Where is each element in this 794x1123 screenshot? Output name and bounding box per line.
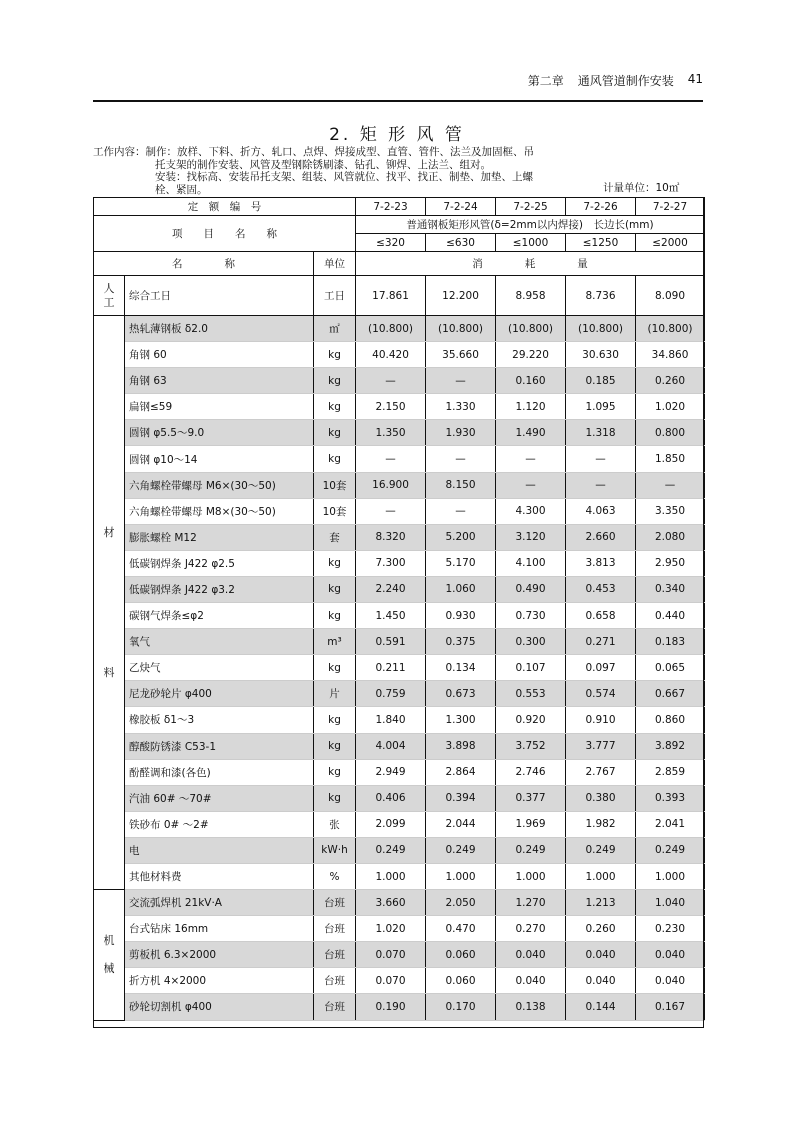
quota-code: 7-2-25 — [496, 198, 566, 216]
section-title: 2. 矩 形 风 管 — [329, 125, 465, 145]
table-row — [94, 550, 705, 576]
consumption-value: 2.050 — [426, 890, 496, 916]
consumption-value: 0.107 — [496, 655, 566, 681]
consumption-value: 0.920 — [496, 707, 566, 733]
consumption-value: 0.591 — [356, 629, 426, 655]
quota-code: 7-2-26 — [566, 198, 636, 216]
consumption-value: 1.840 — [356, 707, 426, 733]
consumption-value: 34.860 — [636, 342, 705, 368]
table-row — [94, 916, 705, 942]
consumption-value: 0.271 — [566, 629, 636, 655]
item-unit: kg — [314, 394, 356, 420]
consumption-value: 4.100 — [496, 550, 566, 576]
consumption-value: 0.860 — [636, 707, 705, 733]
consumption-value: 0.490 — [496, 576, 566, 602]
item-name: 氧气 — [125, 629, 314, 655]
consumption-value: 1.270 — [496, 890, 566, 916]
item-unit: % — [314, 863, 356, 889]
consumption-value: 0.230 — [636, 916, 705, 942]
consumption-value: 1.969 — [496, 811, 566, 837]
table-row — [94, 498, 705, 524]
consumption-value: 3.660 — [356, 890, 426, 916]
table-row — [94, 394, 705, 420]
consumption-value: 0.097 — [566, 655, 636, 681]
consumption-value: 0.167 — [636, 994, 705, 1020]
work-content-line: 栓、紧固。 — [155, 183, 208, 196]
chapter-title: 通风管道制作安装 — [577, 74, 674, 88]
consumption-value: 1.318 — [566, 420, 636, 446]
table-row — [94, 629, 705, 655]
consumption-value: — — [426, 368, 496, 394]
item-name: 综合工日 — [125, 276, 314, 316]
consumption-value: 0.060 — [426, 968, 496, 994]
running-header — [93, 72, 703, 89]
consumption-value: 0.470 — [426, 916, 496, 942]
item-name: 尼龙砂轮片 φ400 — [125, 681, 314, 707]
category-cell: 材 料 — [94, 316, 125, 890]
item-name: 热轧薄钢板 δ2.0 — [125, 316, 314, 342]
table-row — [94, 524, 705, 550]
table-row — [94, 863, 705, 889]
consumption-value: 0.249 — [566, 837, 636, 863]
consumption-value: 7.300 — [356, 550, 426, 576]
item-unit: kg — [314, 576, 356, 602]
consumption-value: 12.200 — [426, 276, 496, 316]
chapter-number: 第二章 — [527, 74, 564, 88]
consumption-value: 3.777 — [566, 733, 636, 759]
table-row — [94, 368, 705, 394]
table-row — [94, 216, 705, 234]
item-unit: 套 — [314, 524, 356, 550]
item-name: 折方机 4×2000 — [125, 968, 314, 994]
consumption-value: 0.249 — [426, 837, 496, 863]
consumption-value: 2.950 — [636, 550, 705, 576]
consumption-value: 1.982 — [566, 811, 636, 837]
consumption-value: 4.063 — [566, 498, 636, 524]
consumption-value: 16.900 — [356, 472, 426, 498]
item-name: 角钢 60 — [125, 342, 314, 368]
consumption-value: 2.949 — [356, 759, 426, 785]
consumption-value: 2.864 — [426, 759, 496, 785]
consumption-value: 1.850 — [636, 446, 705, 472]
item-name: 六角螺栓带螺母 M6×(30～50) — [125, 472, 314, 498]
consumption-value: — — [356, 498, 426, 524]
consumption-value: 0.190 — [356, 994, 426, 1020]
item-unit: kg — [314, 785, 356, 811]
consumption-value: 2.080 — [636, 524, 705, 550]
consumption-value: — — [566, 472, 636, 498]
item-name: 交流弧焊机 21kV·A — [125, 890, 314, 916]
consumption-value: 0.658 — [566, 603, 636, 629]
consumption-value: 0.040 — [636, 968, 705, 994]
consumption-value: 0.730 — [496, 603, 566, 629]
consumption-value: 1.300 — [426, 707, 496, 733]
consumption-value: 4.004 — [356, 733, 426, 759]
size-range: ≤1250 — [566, 234, 636, 252]
item-unit: 台班 — [314, 890, 356, 916]
table-row — [94, 446, 705, 472]
item-name: 低碳钢焊条 J422 φ2.5 — [125, 550, 314, 576]
consumption-value: 0.040 — [496, 968, 566, 994]
consumption-value: 0.910 — [566, 707, 636, 733]
item-unit: ㎡ — [314, 316, 356, 342]
consumption-value: 0.040 — [566, 968, 636, 994]
table-row — [94, 811, 705, 837]
consumption-value: 0.667 — [636, 681, 705, 707]
item-name: 砂轮切割机 φ400 — [125, 994, 314, 1020]
consumption-value: 1.490 — [496, 420, 566, 446]
consumption-value: 2.044 — [426, 811, 496, 837]
consumption-value: 3.752 — [496, 733, 566, 759]
consumption-value: 8.090 — [636, 276, 705, 316]
consumption-value: 1.095 — [566, 394, 636, 420]
consumption-value: — — [426, 446, 496, 472]
consumption-value: 1.000 — [636, 863, 705, 889]
item-unit: kg — [314, 420, 356, 446]
item-unit: 台班 — [314, 916, 356, 942]
item-name: 台式钻床 16mm — [125, 916, 314, 942]
item-unit: 10套 — [314, 472, 356, 498]
consumption-value: (10.800) — [566, 316, 636, 342]
consumption-value: 0.393 — [636, 785, 705, 811]
consumption-value: — — [496, 472, 566, 498]
consumption-value: 0.040 — [636, 942, 705, 968]
table-row — [94, 420, 705, 446]
table-row — [94, 890, 705, 916]
consumption-value: — — [356, 446, 426, 472]
consumption-value: 0.375 — [426, 629, 496, 655]
work-content-line: 托支架的制作安装、风管及型钢除锈刷漆、钻孔、铆焊、上法兰、组对。 — [155, 158, 491, 171]
work-content-line: 安装：找标高、安装吊托支架、组装、风管就位、找平、找正、制垫、加垫、上螺 — [155, 171, 533, 183]
consumption-value: 3.898 — [426, 733, 496, 759]
consumption-value: 0.930 — [426, 603, 496, 629]
consumption-value: 0.065 — [636, 655, 705, 681]
item-name: 低碳钢焊条 J422 φ3.2 — [125, 576, 314, 602]
consumption-value: 17.861 — [356, 276, 426, 316]
consumption-value: 0.185 — [566, 368, 636, 394]
item-name: 扁钢≤59 — [125, 394, 314, 420]
consumption-value: (10.800) — [356, 316, 426, 342]
consumption-value: 0.406 — [356, 785, 426, 811]
consumption-value: 1.000 — [566, 863, 636, 889]
item-name: 汽油 60# ～70# — [125, 785, 314, 811]
item-unit: kg — [314, 759, 356, 785]
item-name: 乙炔气 — [125, 655, 314, 681]
item-name: 酚醛调和漆(各色) — [125, 759, 314, 785]
table-row — [94, 968, 705, 994]
consumption-value: 4.300 — [496, 498, 566, 524]
consumption-value: 40.420 — [356, 342, 426, 368]
item-name: 剪板机 6.3×2000 — [125, 942, 314, 968]
consumption-value: 3.120 — [496, 524, 566, 550]
table-row — [94, 342, 705, 368]
item-unit: 片 — [314, 681, 356, 707]
item-name: 圆钢 φ10～14 — [125, 446, 314, 472]
item-name: 铁砂布 0# ～2# — [125, 811, 314, 837]
item-name: 橡胶板 δ1～3 — [125, 707, 314, 733]
table-row — [94, 681, 705, 707]
item-heading: 普通钢板矩形风管(δ=2mm以内焊接) 长边长(mm) — [356, 216, 705, 234]
item-unit: 台班 — [314, 968, 356, 994]
item-unit: kg — [314, 707, 356, 733]
consumption-value: 0.270 — [496, 916, 566, 942]
consumption-value: — — [356, 368, 426, 394]
consumption-value: (10.800) — [426, 316, 496, 342]
consumption-value: 1.930 — [426, 420, 496, 446]
consumption-value: 0.249 — [496, 837, 566, 863]
consumption-value: 0.377 — [496, 785, 566, 811]
consumption-value: 0.300 — [496, 629, 566, 655]
item-unit: 工日 — [314, 276, 356, 316]
consumption-value: 3.892 — [636, 733, 705, 759]
item-name: 其他材料费 — [125, 863, 314, 889]
consumption-value: 2.660 — [566, 524, 636, 550]
item-unit: 台班 — [314, 942, 356, 968]
consumption-value: 2.150 — [356, 394, 426, 420]
consumption-value: 0.440 — [636, 603, 705, 629]
consumption-value: 0.070 — [356, 968, 426, 994]
item-name: 六角螺栓带螺母 M8×(30～50) — [125, 498, 314, 524]
item-unit: 10套 — [314, 498, 356, 524]
consumption-value: 1.120 — [496, 394, 566, 420]
table-row — [94, 837, 705, 863]
column-header-consumption: 消 耗 量 — [356, 252, 705, 276]
item-name: 电 — [125, 837, 314, 863]
consumption-value: 0.673 — [426, 681, 496, 707]
consumption-value: 3.813 — [566, 550, 636, 576]
consumption-value: 0.574 — [566, 681, 636, 707]
consumption-value: 1.350 — [356, 420, 426, 446]
item-name: 碳钢气焊条≤φ2 — [125, 603, 314, 629]
consumption-value: 0.060 — [426, 942, 496, 968]
consumption-value: 29.220 — [496, 342, 566, 368]
consumption-value: — — [426, 498, 496, 524]
consumption-value: 0.394 — [426, 785, 496, 811]
consumption-value: 2.099 — [356, 811, 426, 837]
table-row — [94, 707, 705, 733]
consumption-value: 2.767 — [566, 759, 636, 785]
consumption-value: 2.859 — [636, 759, 705, 785]
size-range: ≤1000 — [496, 234, 566, 252]
consumption-value: 1.040 — [636, 890, 705, 916]
consumption-value: 8.736 — [566, 276, 636, 316]
category-cell: 人 工 — [94, 276, 125, 316]
column-header-name: 名 称 — [94, 252, 314, 276]
size-range: ≤630 — [426, 234, 496, 252]
consumption-value: 8.150 — [426, 472, 496, 498]
consumption-value: 1.000 — [356, 863, 426, 889]
quota-code: 7-2-27 — [636, 198, 705, 216]
consumption-value: 1.330 — [426, 394, 496, 420]
consumption-value: 1.020 — [356, 916, 426, 942]
quota-code: 7-2-23 — [356, 198, 426, 216]
consumption-value: 3.350 — [636, 498, 705, 524]
table-row — [94, 252, 705, 276]
item-unit: kW·h — [314, 837, 356, 863]
consumption-value: 1.060 — [426, 576, 496, 602]
item-unit: kg — [314, 603, 356, 629]
consumption-value: 0.453 — [566, 576, 636, 602]
consumption-value: 0.759 — [356, 681, 426, 707]
consumption-value: 2.746 — [496, 759, 566, 785]
consumption-value: 1.213 — [566, 890, 636, 916]
table-row — [94, 942, 705, 968]
page-number: 41 — [687, 72, 703, 86]
item-unit: kg — [314, 733, 356, 759]
consumption-value: 0.380 — [566, 785, 636, 811]
item-name: 醇酸防锈漆 C53-1 — [125, 733, 314, 759]
consumption-value: — — [566, 446, 636, 472]
consumption-value: 0.553 — [496, 681, 566, 707]
consumption-value: 8.320 — [356, 524, 426, 550]
consumption-value: 0.144 — [566, 994, 636, 1020]
header-rule — [93, 100, 703, 102]
consumption-value: 35.660 — [426, 342, 496, 368]
consumption-value: 0.260 — [566, 916, 636, 942]
consumption-value: 1.000 — [426, 863, 496, 889]
table-row — [94, 733, 705, 759]
table-row — [94, 472, 705, 498]
item-unit: 台班 — [314, 994, 356, 1020]
table-row — [94, 759, 705, 785]
table-row — [94, 316, 705, 342]
item-name: 膨胀螺栓 M12 — [125, 524, 314, 550]
consumption-value: 0.260 — [636, 368, 705, 394]
item-unit: kg — [314, 550, 356, 576]
consumption-value: 5.200 — [426, 524, 496, 550]
item-name-label: 项 目 名 称 — [94, 216, 356, 252]
size-range: ≤320 — [356, 234, 426, 252]
consumption-value: 2.041 — [636, 811, 705, 837]
consumption-value: 0.800 — [636, 420, 705, 446]
consumption-value: 0.183 — [636, 629, 705, 655]
column-header-unit: 单位 — [314, 252, 356, 276]
consumption-value: 0.040 — [496, 942, 566, 968]
table-row — [94, 994, 705, 1020]
table-row — [94, 655, 705, 681]
table-row — [94, 576, 705, 602]
consumption-value: 5.170 — [426, 550, 496, 576]
consumption-value: 1.450 — [356, 603, 426, 629]
item-unit: kg — [314, 655, 356, 681]
quota-code: 7-2-24 — [426, 198, 496, 216]
consumption-value: 30.630 — [566, 342, 636, 368]
work-content-line: 工作内容：制作：放样、下料、折方、轧口、点焊、焊接成型、直管、管件、法兰及加固框、吊 — [93, 146, 534, 158]
consumption-value: — — [636, 472, 705, 498]
size-range: ≤2000 — [636, 234, 705, 252]
consumption-value: (10.800) — [636, 316, 705, 342]
table-row — [94, 603, 705, 629]
item-name: 角钢 63 — [125, 368, 314, 394]
item-unit: m³ — [314, 629, 356, 655]
consumption-value: 8.958 — [496, 276, 566, 316]
consumption-value: 0.170 — [426, 994, 496, 1020]
consumption-value: — — [496, 446, 566, 472]
table-row — [94, 198, 705, 216]
item-unit: 张 — [314, 811, 356, 837]
category-cell: 机 械 — [94, 890, 125, 1020]
item-name: 圆钢 φ5.5～9.0 — [125, 420, 314, 446]
consumption-value: 0.211 — [356, 655, 426, 681]
consumption-value: 0.160 — [496, 368, 566, 394]
consumption-value: 1.020 — [636, 394, 705, 420]
consumption-value: 1.000 — [496, 863, 566, 889]
consumption-value: 0.249 — [356, 837, 426, 863]
consumption-value: 0.138 — [496, 994, 566, 1020]
measurement-unit: 计量单位：10㎡ — [603, 182, 680, 194]
item-unit: kg — [314, 368, 356, 394]
consumption-value: 0.040 — [566, 942, 636, 968]
consumption-value: (10.800) — [496, 316, 566, 342]
table-row — [94, 276, 705, 316]
item-unit: kg — [314, 342, 356, 368]
consumption-value: 0.340 — [636, 576, 705, 602]
consumption-value: 0.134 — [426, 655, 496, 681]
table-row — [94, 785, 705, 811]
consumption-value: 2.240 — [356, 576, 426, 602]
item-unit: kg — [314, 446, 356, 472]
quota-code-label: 定 额 编 号 — [94, 198, 356, 216]
consumption-value: 0.249 — [636, 837, 705, 863]
consumption-value: 0.070 — [356, 942, 426, 968]
quota-table — [93, 197, 705, 1021]
